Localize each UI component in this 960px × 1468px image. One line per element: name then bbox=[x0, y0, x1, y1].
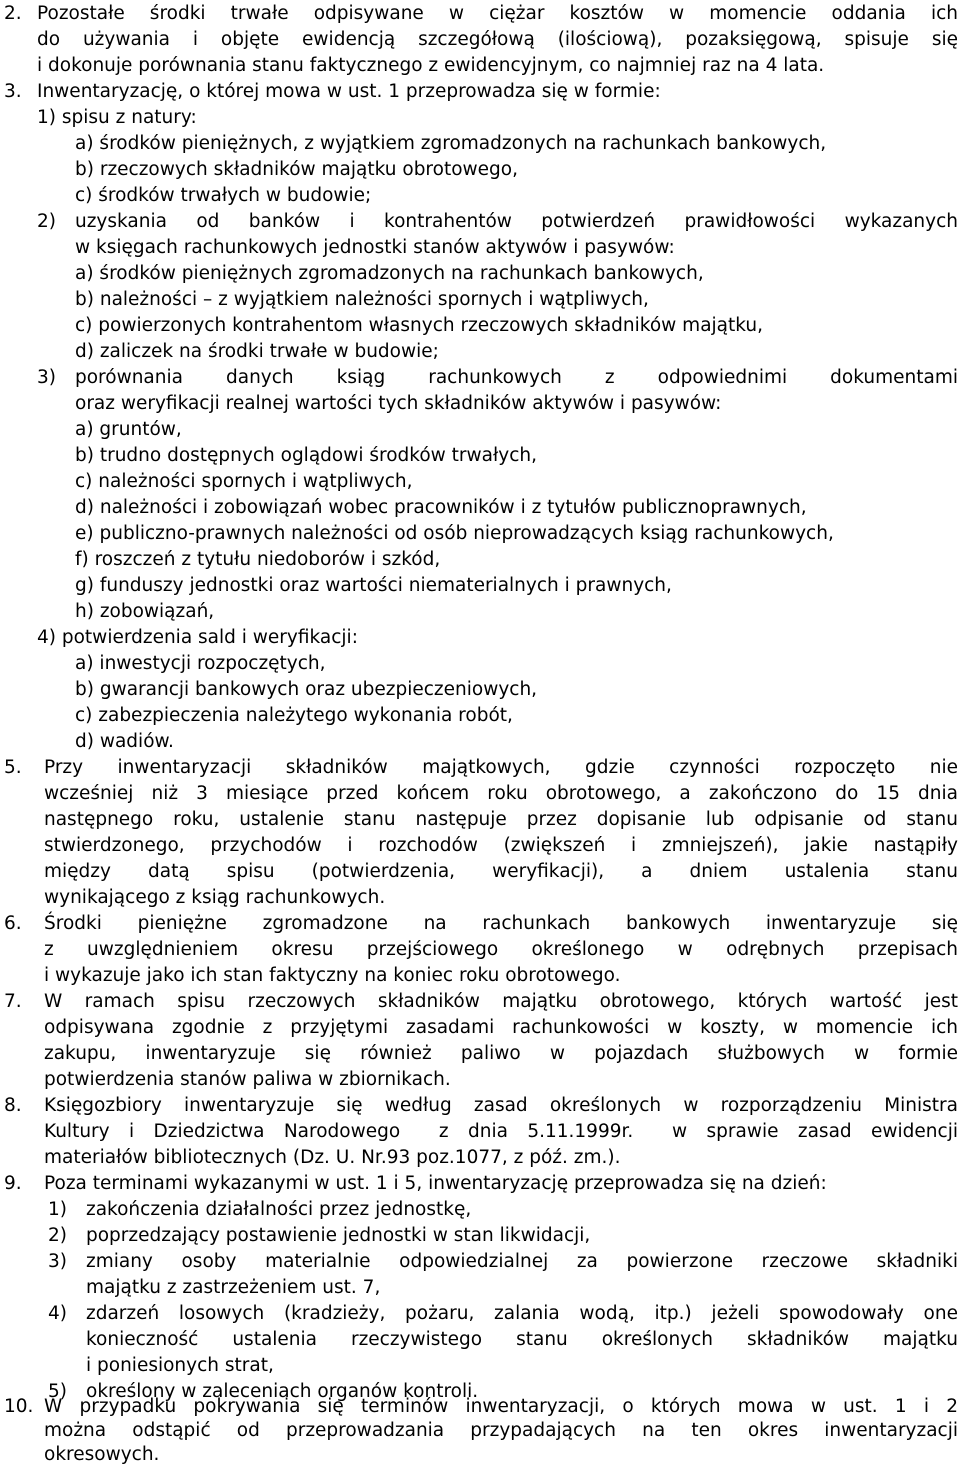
text-line: zakupu, inwentaryzuje się również paliwo w pojazdach służbowych w formie bbox=[44, 1043, 958, 1064]
sub-item: b) gwarancji bankowych oraz ubezpieczeniowych, bbox=[75, 679, 538, 700]
text-line: zakończenia działalności przez jednostkę, bbox=[86, 1199, 472, 1220]
text-line: określony w zaleceniach organów kontroli. bbox=[86, 1381, 479, 1402]
text-line: i dokonuje porównania stanu faktycznego z ewidencyjnym, co najmniej raz na 4 lata. bbox=[37, 55, 825, 76]
sub-item: a) inwestycji rozpoczętych, bbox=[75, 653, 326, 674]
sub-item: c) należności spornych i wątpliwych, bbox=[75, 471, 413, 492]
text-line: w księgach rachunkowych jednostki stanów aktywów i pasywów: bbox=[75, 237, 675, 258]
list-item-number: 3) bbox=[37, 367, 56, 388]
text-line: wcześniej niż 3 miesiące przed końcem roku obrotowego, a zakończono do 15 dnia bbox=[44, 783, 958, 804]
list-item-label: 4) potwierdzenia sald i weryfikacji: bbox=[37, 627, 358, 648]
text-line: uzyskania od banków i kontrahentów potwierdzeń prawidłowości wykazanych bbox=[75, 211, 958, 232]
list-item-number: 5) bbox=[48, 1381, 67, 1402]
text-line: porównania danych ksiąg rachunkowych z odpowiednimi dokumentami bbox=[75, 367, 958, 388]
text-line: i wykazuje jako ich stan faktyczny na koniec roku obrotowego. bbox=[44, 965, 621, 986]
sub-item: e) publiczno-prawnych należności od osób nieprowadzących ksiąg rachunkowych, bbox=[75, 523, 834, 544]
sub-item: c) zabezpieczenia należytego wykonania robót, bbox=[75, 705, 513, 726]
paragraph-number: 5. bbox=[4, 757, 22, 778]
list-item-number: 2) bbox=[37, 211, 56, 232]
paragraph-intro: Poza terminami wykazanymi w ust. 1 i 5, inwentaryzację przeprowadza się na dzień: bbox=[44, 1173, 827, 1194]
paragraph-number: 7. bbox=[4, 991, 22, 1012]
text-line: zmiany osoby materialnie odpowiedzialnej za powierzone rzeczowe składniki bbox=[86, 1251, 958, 1272]
paragraph-number: 3. bbox=[4, 81, 22, 102]
text-line: Kultury i Dziedzictwa Narodowego z dnia 5.11.1999r. w sprawie zasad ewidencji bbox=[44, 1121, 958, 1142]
text-line: Przy inwentaryzacji składników majątkowych, gdzie czynności rozpoczęto nie bbox=[44, 757, 958, 778]
sub-item: c) powierzonych kontrahentom własnych rzeczowych składników majątku, bbox=[75, 315, 764, 336]
text-line: następnego roku, ustalenie stanu następuje przez dopisanie lub odpisanie od stanu bbox=[44, 809, 958, 830]
list-item-number: 2) bbox=[48, 1225, 67, 1246]
text-line: stwierdzonego, przychodów i rozchodów (zwiększeń i zmniejszeń), jakie nastąpiły bbox=[44, 835, 958, 856]
text-line: Pozostałe środki trwałe odpisywane w ciężar kosztów w momencie oddania ich bbox=[37, 3, 958, 24]
text-line: Środki pieniężne zgromadzone na rachunkach bankowych inwentaryzuje się bbox=[44, 913, 958, 934]
text-line: oraz weryfikacji realnej wartości tych składników aktywów i pasywów: bbox=[75, 393, 722, 414]
paragraph-number: 8. bbox=[4, 1095, 22, 1116]
intro-part: 1 przeprowadza się w formie: bbox=[388, 81, 661, 102]
text-line: do używania i objęte ewidencją szczegółową (ilościową), pozaksięgową, spisuje się bbox=[37, 29, 958, 50]
sub-item: b) należności – z wyjątkiem należności spornych i wątpliwych, bbox=[75, 289, 649, 310]
sub-item: c) środków trwałych w budowie; bbox=[75, 185, 372, 206]
sub-item: g) funduszy jednostki oraz wartości niematerialnych i prawnych, bbox=[75, 575, 672, 596]
sub-item: h) zobowiązań, bbox=[75, 601, 215, 622]
sub-item: b) trudno dostępnych oglądowi środków trwałych, bbox=[75, 445, 537, 466]
text-line: W przypadku pokrywania się terminów inwentaryzacji, o których mowa w ust. 1 i 2 bbox=[44, 1396, 958, 1417]
text-line: zdarzeń losowych (kradzieży, pożaru, zalania wodą, itp.) jeżeli spowodowały one bbox=[86, 1303, 958, 1324]
text-line: okresowych. bbox=[44, 1444, 160, 1465]
sub-item: b) rzeczowych składników majątku obrotowego, bbox=[75, 159, 518, 180]
text-line: między datą spisu (potwierdzenia, weryfikacji), a dniem ustalenia stanu bbox=[44, 861, 958, 882]
text-line: odpisywana zgodnie z przyjętymi zasadami rachunkowości w koszty, w momencie ich bbox=[44, 1017, 958, 1038]
text-line: z uwzględnieniem okresu przejściowego określonego w odrębnych przepisach bbox=[44, 939, 958, 960]
intro-part: Inwentaryzację, o której mowa w ust. bbox=[37, 81, 383, 102]
paragraph-number: 10. bbox=[4, 1396, 34, 1417]
paragraph-number: 9. bbox=[4, 1173, 22, 1194]
text-line: konieczność ustalenia rzeczywistego stanu określonych składników majątku bbox=[86, 1329, 958, 1350]
sub-item: d) wadiów. bbox=[75, 731, 174, 752]
text-line: i poniesionych strat, bbox=[86, 1355, 274, 1376]
sub-item: a) gruntów, bbox=[75, 419, 182, 440]
paragraph-number: 2. bbox=[4, 3, 22, 24]
text-line: potwierdzenia stanów paliwa w zbiornikach. bbox=[44, 1069, 451, 1090]
text-line: Księgozbiory inwentaryzuje się według zasad określonych w rozporządzeniu Ministra bbox=[44, 1095, 958, 1116]
sub-item: d) należności i zobowiązań wobec pracowników i z tytułów publicznoprawnych, bbox=[75, 497, 807, 518]
text-line: można odstąpić od przeprowadzania przypadających na ten okres inwentaryzacji bbox=[44, 1420, 958, 1441]
list-item-number: 1) bbox=[48, 1199, 67, 1220]
text-line: wynikającego z ksiąg rachunkowych. bbox=[44, 887, 386, 908]
text-line: materiałów bibliotecznych (Dz. U. Nr.93 poz.1077, z póź. zm.). bbox=[44, 1147, 621, 1168]
text-line: poprzedzający postawienie jednostki w stan likwidacji, bbox=[86, 1225, 591, 1246]
text-line: W ramach spisu rzeczowych składników majątku obrotowego, których wartość jest bbox=[44, 991, 958, 1012]
sub-item: a) środków pieniężnych zgromadzonych na rachunkach bankowych, bbox=[75, 263, 704, 284]
sub-item: a) środków pieniężnych, z wyjątkiem zgromadzonych na rachunkach bankowych, bbox=[75, 133, 827, 154]
sub-item: f) roszczeń z tytułu niedoborów i szkód, bbox=[75, 549, 441, 570]
list-item-number: 4) bbox=[48, 1303, 67, 1324]
list-item-label: 1) spisu z natury: bbox=[37, 107, 197, 128]
text-line: majątku z zastrzeżeniem ust. 7, bbox=[86, 1277, 381, 1298]
sub-item: d) zaliczek na środki trwałe w budowie; bbox=[75, 341, 439, 362]
paragraph-number: 6. bbox=[4, 913, 22, 934]
paragraph-intro bbox=[37, 79, 661, 105]
list-item-number: 3) bbox=[48, 1251, 67, 1272]
